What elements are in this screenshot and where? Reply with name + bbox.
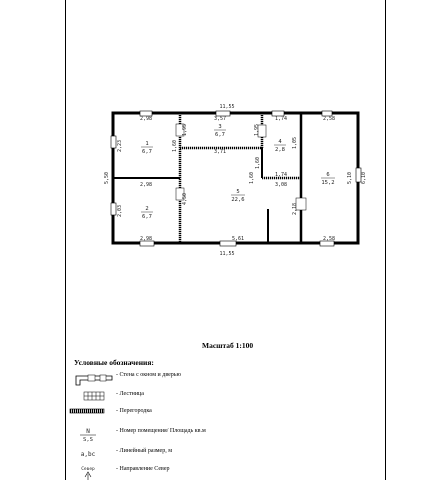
legend-item-room-number: - Номер помещения/ Площадь кв.м <box>116 428 206 434</box>
dim-r1-top: 2,98 <box>139 116 153 122</box>
room-2-area: 6,7 <box>142 214 152 220</box>
legend-dim-symbol: a,bc <box>80 451 96 458</box>
legend-item-wall: - Стена с окном и дверью <box>116 372 181 378</box>
room-6-number: 6 <box>326 172 330 178</box>
dim-r6-top: 2,58 <box>322 116 336 122</box>
legend-title: Условные обозначения: <box>74 358 154 367</box>
legend-room-symbol-top: N <box>86 428 90 435</box>
dim-r3-side-b: 1,95 <box>182 123 188 137</box>
dim-r3-top: 3,57 <box>213 116 227 122</box>
room-1-number: 1 <box>145 141 149 147</box>
legend-room-symbol-bottom: S,S <box>83 437 93 443</box>
dim-r5-side-b: 1,60 <box>255 156 261 170</box>
dim-r5-extra: 2,18 <box>292 202 298 216</box>
room-6-area: 15,2 <box>321 180 335 186</box>
north-arrow-icon <box>85 472 91 480</box>
legend-north-label: Север <box>81 467 95 472</box>
dim-left-total: 5,50 <box>104 171 110 185</box>
dim-r6-bottom: 2,58 <box>322 236 336 242</box>
legend-item-linear-size: - Линейный размер, м <box>116 448 173 454</box>
dim-r3-side-a: 1,60 <box>172 139 178 153</box>
legend-stairs-icon <box>84 392 104 400</box>
dim-r5-side-c: 3,08 <box>274 182 288 188</box>
legend-item-stairs: - Лестница <box>116 391 144 397</box>
dim-top-total: 11,55 <box>219 104 235 110</box>
dim-r3-bottom: 3,71 <box>213 149 227 155</box>
dim-r5-side-a: 4,50 <box>182 192 188 206</box>
dim-r1-side: 2,23 <box>117 139 123 153</box>
dim-right-total: 6,10 <box>361 171 367 185</box>
legend-item-partition: - Перегородка <box>116 408 152 414</box>
room-5-area: 22,6 <box>231 197 245 203</box>
legend-wall-icon <box>76 375 112 385</box>
dim-r2-side: 2,03 <box>117 204 123 218</box>
legend-item-north: - Направление Север <box>116 466 170 472</box>
room-3-area: 6,7 <box>215 132 225 138</box>
dim-r5-bottom: 5,61 <box>231 236 245 242</box>
dim-r5-mid: 1,60 <box>249 171 255 185</box>
room-1-area: 6,7 <box>142 149 152 155</box>
dim-r4-top: 1,74 <box>274 116 288 122</box>
dim-bottom-total: 11,55 <box>219 251 235 257</box>
room-3-number: 3 <box>218 124 222 130</box>
scale-label: Масштаб 1:100 <box>202 341 254 350</box>
room-4-area: 2,8 <box>275 147 285 153</box>
room-4-number: 4 <box>278 139 282 145</box>
dim-r6-side-a: 5,10 <box>347 171 353 185</box>
dim-r4-bottom: 1,74 <box>274 172 288 178</box>
legend-symbols <box>70 375 112 480</box>
dim-r1-bottom: 2,98 <box>139 182 153 188</box>
dim-r4-side: 1,05 <box>292 136 298 150</box>
dim-r4-side-left: 1,95 <box>254 123 260 137</box>
window <box>111 203 116 215</box>
dim-r2-bottom: 2,98 <box>139 236 153 242</box>
room-5-number: 5 <box>236 189 240 195</box>
partitions <box>180 113 301 243</box>
legend-partition-icon <box>70 409 104 413</box>
window <box>111 136 116 148</box>
room-2-number: 2 <box>145 206 149 212</box>
